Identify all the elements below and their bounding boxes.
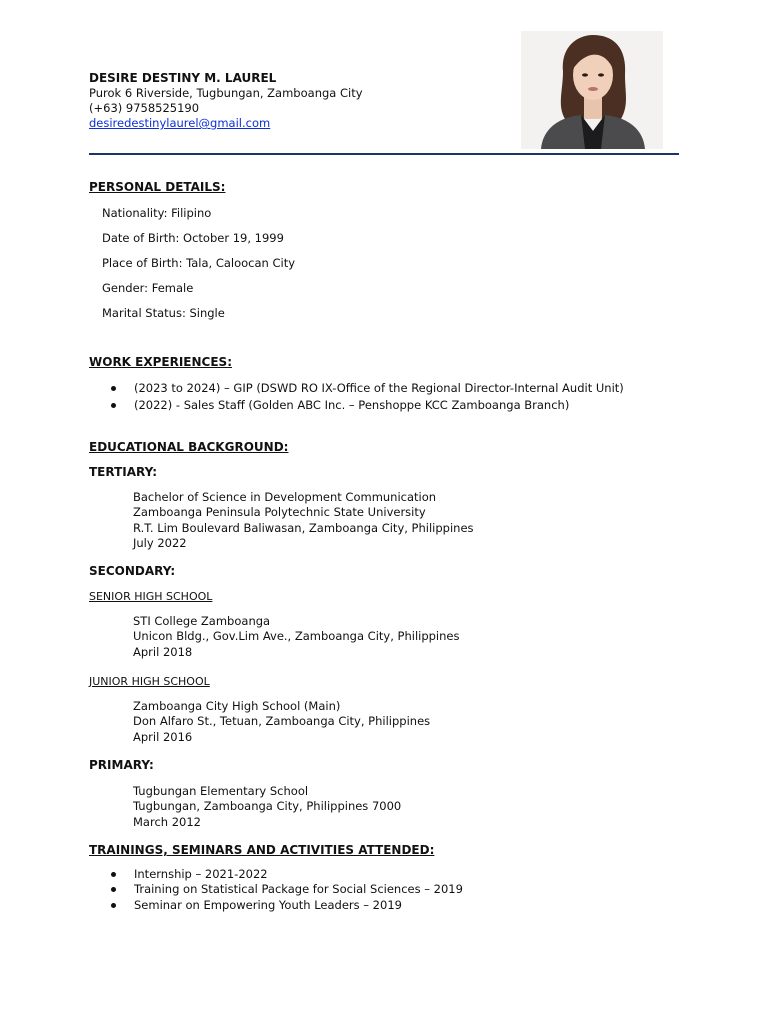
junior-high-details <box>133 699 430 745</box>
school-address: Unicon Bldg., Gov.Lim Ave., Zamboanga City, Philippines <box>133 629 460 644</box>
tertiary-label: TERTIARY: <box>89 465 158 479</box>
nationality: Nationality: Filipino <box>102 206 212 220</box>
header-divider <box>89 153 679 155</box>
list-item <box>111 882 463 897</box>
trainings-heading: TRAININGS, SEMINARS AND ACTIVITIES ATTENDED: <box>89 843 435 857</box>
bullet-icon <box>111 887 116 892</box>
school-address: R.T. Lim Boulevard Baliwasan, Zamboanga City, Philippines <box>133 520 474 535</box>
list-item <box>111 380 624 397</box>
profile-photo-drawing <box>521 31 663 149</box>
graduation-date: July 2022 <box>133 535 187 550</box>
senior-high-details <box>133 614 459 660</box>
phone: (+63) 9758525190 <box>89 101 200 115</box>
junior-high-label: JUNIOR HIGH SCHOOL <box>89 675 210 688</box>
educational-background-heading: EDUCATIONAL BACKGROUND: <box>89 440 289 454</box>
work-item: (2022) - Sales Staff (Golden ABC Inc. – Penshoppe KCC Zamboanga Branch) <box>134 398 570 412</box>
school-name: Tugbungan Elementary School <box>133 784 309 798</box>
tertiary-details <box>133 490 474 551</box>
bullet-icon <box>111 403 116 408</box>
senior-high-label: SENIOR HIGH SCHOOL <box>89 590 213 603</box>
school-address: Don Alfaro St., Tetuan, Zamboanga City, Philippines <box>133 714 431 729</box>
bullet-icon <box>111 872 116 877</box>
primary-label: PRIMARY: <box>89 758 154 772</box>
school-address: Tugbungan, Zamboanga City, Philippines 7000 <box>133 799 402 814</box>
school-name: STI College Zamboanga <box>133 614 271 628</box>
primary-details <box>133 784 401 830</box>
list-item <box>111 898 463 913</box>
school-name: Zamboanga Peninsula Polytechnic State University <box>133 505 426 520</box>
bullet-icon <box>111 903 116 908</box>
degree: Bachelor of Science in Development Communication <box>133 490 437 504</box>
bullet-icon <box>111 386 116 391</box>
address: Purok 6 Riverside, Tugbungan, Zamboanga City <box>89 86 363 100</box>
list-item <box>111 397 624 414</box>
graduation-date: March 2012 <box>133 814 201 829</box>
training-item: Training on Statistical Package for Social Sciences – 2019 <box>134 882 463 897</box>
graduation-date: April 2016 <box>133 729 193 744</box>
training-item: Internship – 2021-2022 <box>134 867 268 881</box>
gender: Gender: Female <box>102 281 194 295</box>
graduation-date: April 2018 <box>133 644 193 659</box>
date-of-birth: Date of Birth: October 19, 1999 <box>102 231 284 245</box>
list-item <box>111 867 463 882</box>
secondary-label: SECONDARY: <box>89 564 176 578</box>
school-name: Zamboanga City High School (Main) <box>133 699 341 713</box>
marital-status: Marital Status: Single <box>102 306 225 320</box>
contact-header <box>89 71 363 131</box>
trainings-list <box>111 867 463 913</box>
work-list <box>111 380 624 414</box>
profile-photo <box>521 31 663 149</box>
applicant-name: DESIRE DESTINY M. LAUREL <box>89 71 277 85</box>
training-item: Seminar on Empowering Youth Leaders – 2019 <box>134 897 402 912</box>
personal-details-heading: PERSONAL DETAILS: <box>89 180 226 194</box>
work-experiences-heading: WORK EXPERIENCES: <box>89 355 232 369</box>
place-of-birth: Place of Birth: Tala, Caloocan City <box>102 256 296 270</box>
email-link[interactable]: desiredestinylaurel@gmail.com <box>89 116 271 130</box>
work-item: (2023 to 2024) – GIP (DSWD RO IX-Office of the Regional Director-Internal Audit Unit) <box>134 381 624 395</box>
